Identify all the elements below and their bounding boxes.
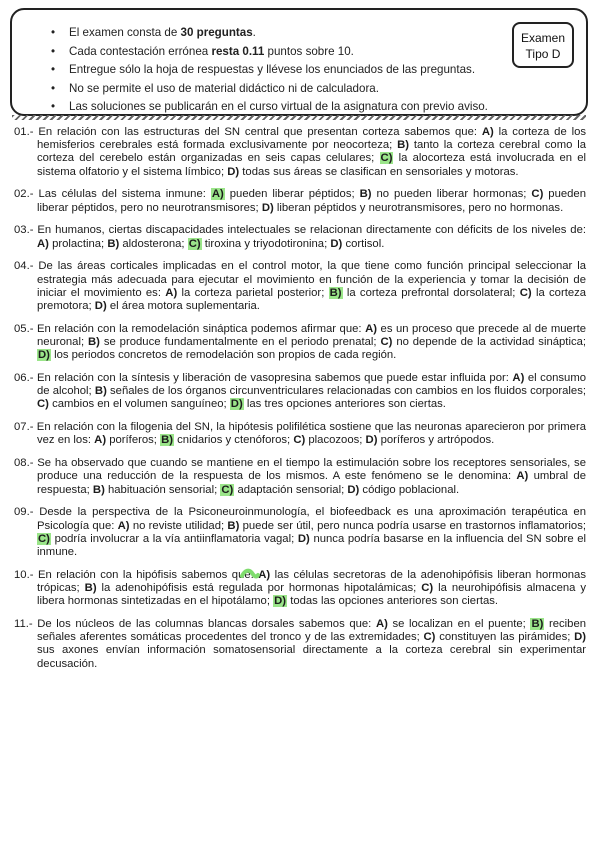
option-letter: D) xyxy=(574,631,587,644)
option-text: no pueden liberar hormonas; xyxy=(376,188,527,201)
option-letter: C) xyxy=(421,582,434,595)
option-letter: B) xyxy=(88,336,100,349)
option-text: señales de los órganos circunventriculares relacionadas con cambios en los fluidos corporales; xyxy=(110,385,586,398)
exam-type-line2: Tipo D xyxy=(525,47,561,61)
question-stem: Las células del sistema inmune: xyxy=(38,188,206,201)
option-text: la corteza parietal posterior; xyxy=(181,286,325,299)
option-letter: B) xyxy=(84,582,97,595)
question-stem: En relación con la filogenia del SN, la hipótesis polifilética sostiene que las neuronas aparecieron por primera vez en los: xyxy=(36,421,586,447)
option-letter: C) xyxy=(380,336,393,349)
question-number: 10.- xyxy=(14,568,34,581)
option-text: los periodos concretos de remodelación son propios de cada región. xyxy=(54,349,397,362)
option-text: pueden liberar péptidos, pero no neurotransmisores; xyxy=(37,188,586,214)
option-letter: B) xyxy=(92,483,105,496)
option-letter: B) xyxy=(94,385,107,398)
option-letter: A) xyxy=(117,519,130,532)
question-stem: En humanos, ciertas discapacidades intelectuales se relacionan directamente con déficits de los niveles de: xyxy=(37,224,587,237)
question-stem: Se ha observado que cuando se mantiene en el tiempo la estimulación sobre los receptores sensoriales, se produce una reducción de la respuesta de los mismos. A este fenómeno se le denomina: xyxy=(37,457,586,483)
question-item xyxy=(14,421,586,447)
question-list xyxy=(14,126,586,680)
question-number: 05.- xyxy=(14,322,34,335)
exam-type-line1: Examen xyxy=(520,31,566,45)
marked-answer-letter: D) xyxy=(38,349,50,362)
marked-answer-letter: B) xyxy=(161,434,174,447)
option-letter: B) xyxy=(359,188,372,201)
option-letter: B) xyxy=(397,139,410,152)
question-number: 09.- xyxy=(14,506,34,519)
marked-answer-letter: D) xyxy=(230,398,243,411)
option-text: todas sus áreas se clasifican en sensoriales y motoras. xyxy=(242,165,519,178)
option-text: el consumo de alcohol; xyxy=(37,372,587,398)
question-item xyxy=(14,372,586,412)
pen-mark-icon xyxy=(240,566,260,582)
option-letter: A) xyxy=(481,126,494,138)
marked-answer-letter: A) xyxy=(211,188,224,201)
option-text: se localizan en el puente; xyxy=(392,618,526,631)
option-text: adaptación sensorial; xyxy=(237,483,345,496)
question-stem: En relación con la hipófisis sabemos que: xyxy=(37,568,254,581)
option-text: es un proceso que precede al de muerte neuronal; xyxy=(37,322,587,349)
option-text: umbral de respuesta; xyxy=(37,470,586,496)
question-item xyxy=(14,126,586,179)
option-text: código poblacional. xyxy=(362,483,460,496)
exam-instructions-box xyxy=(10,8,588,116)
option-text: la corteza de los hemisferios cerebrales está formada exclusivamente por neocorteza; xyxy=(37,126,587,152)
option-letter: D) xyxy=(227,165,240,178)
option-letter: A) xyxy=(258,568,271,581)
option-text: no reviste utilidad; xyxy=(132,519,225,532)
option-letter: B) xyxy=(227,519,240,532)
question-item xyxy=(14,260,586,313)
option-text: las tres opciones anteriores son ciertas. xyxy=(246,398,446,411)
instruction-item: • Las soluciones se publicarán en el curso virtual de la asignatura con previo aviso. xyxy=(69,98,488,117)
instruction-list xyxy=(69,24,488,117)
question-item xyxy=(14,224,586,250)
option-letter: C) xyxy=(293,434,306,447)
marked-answer-letter: D) xyxy=(274,595,287,608)
question-item xyxy=(14,569,586,609)
marked-answer-letter: C) xyxy=(38,532,50,545)
option-text: el área motora suplementaria. xyxy=(109,300,260,313)
option-letter: C) xyxy=(37,398,49,411)
instruction-item: • Entregue sólo la hoja de respuestas y llévese los enunciados de las preguntas. xyxy=(69,61,488,80)
option-letter: B) xyxy=(107,237,120,250)
option-letter: D) xyxy=(261,201,274,214)
option-text: la adenohipófisis está regulada por hormonas hipotalámicas; xyxy=(101,582,417,595)
question-number: 02.- xyxy=(14,188,34,201)
question-number: 08.- xyxy=(14,457,34,470)
marked-answer-letter: C) xyxy=(221,483,234,496)
instruction-item: • Cada contestación errónea resta 0.11 puntos sobre 10. xyxy=(69,43,488,62)
question-number: 06.- xyxy=(14,372,34,385)
marked-answer-letter: B) xyxy=(531,618,544,631)
option-text: todas las opciones anteriores son ciertas. xyxy=(290,595,499,608)
marked-answer-letter: C) xyxy=(188,237,201,250)
option-letter: D) xyxy=(297,532,310,545)
option-text: se produce fundamentalmente en el periodo prenatal; xyxy=(103,336,377,349)
option-text: poríferos; xyxy=(109,434,157,447)
option-text: sus axones envían información somatosensorial directamente a la corteza cerebral sin experimentar decusación. xyxy=(37,644,586,670)
option-text: habituación sensorial; xyxy=(107,483,218,496)
option-text: podría involucrar a la vía antiinflamatoria vagal; xyxy=(54,532,295,545)
option-letter: C) xyxy=(519,286,532,299)
option-text: puede ser útil, pero nunca podría usarse en trastornos inflamatorios; xyxy=(242,519,586,532)
option-text: las células secretoras de la adenohipófisis liberan hormonas trópicas; xyxy=(37,568,586,595)
option-text: tiroxina y triyodotironina; xyxy=(204,237,328,250)
question-item xyxy=(14,506,586,559)
instruction-item: • El examen consta de 30 preguntas. xyxy=(69,24,488,43)
option-text: liberan péptidos y neurotransmisores, pero no hormonas. xyxy=(276,201,564,214)
option-text: constituyen las pirámides; xyxy=(439,631,571,644)
option-text: la alocorteza está involucrada en el sistema olfatorio y el sistema límbico; xyxy=(37,152,587,178)
option-letter: A) xyxy=(165,286,178,299)
question-number: 04.- xyxy=(14,260,34,273)
question-item xyxy=(14,457,586,497)
option-text: placozoos; xyxy=(308,434,363,447)
option-letter: D) xyxy=(94,300,107,313)
option-text: no depende de la actividad sináptica; xyxy=(396,336,587,349)
question-number: 11.- xyxy=(14,618,33,631)
question-stem: En relación con las estructuras del SN central que presentan corteza sabemos que: xyxy=(38,126,478,138)
marked-answer-letter: B) xyxy=(329,286,342,299)
question-item xyxy=(14,188,586,214)
option-letter: C) xyxy=(531,188,544,201)
marked-answer-letter: C) xyxy=(380,152,393,165)
question-number: 03.- xyxy=(14,224,34,237)
question-item xyxy=(14,618,586,671)
option-letter: D) xyxy=(330,237,343,250)
option-letter: A) xyxy=(516,470,529,483)
option-text: prolactina; xyxy=(52,237,105,250)
option-text: pueden liberar péptidos; xyxy=(229,188,355,201)
option-text: tanto la corteza cerebral como la corteza del cerebelo están organizadas en seis capas celulares; xyxy=(37,139,586,165)
option-letter: A) xyxy=(365,322,377,335)
option-letter: D) xyxy=(347,483,360,496)
option-text: cnidarios y ctenóforos; xyxy=(177,434,291,447)
question-stem: Desde la perspectiva de la Psiconeuroinmunología, el biofeedback es una aproximación terapéutica en Psicología que: xyxy=(37,506,587,532)
option-text: nunca podría basarse en la influencia del SN sobre el inmune. xyxy=(37,532,587,559)
option-text: la neurohipófisis almacena y libera hormonas sintetizadas en el hipotálamo; xyxy=(37,582,587,608)
question-number: 01.- xyxy=(14,126,34,138)
option-letter: D) xyxy=(365,434,378,447)
option-text: reciben señales aferentes somáticas procedentes del tronco y de las extremidades; xyxy=(37,618,587,644)
question-stem: De las áreas corticales implicadas en el control motor, la que tiene como función principal seleccionar la estrategia más adecuada para ejecutar el movimiento en función de la experiencia y tomar la decisión de iniciar el movimiento es: xyxy=(37,260,587,299)
option-letter: A) xyxy=(94,434,107,447)
question-number: 07.- xyxy=(14,421,34,434)
option-letter: C) xyxy=(423,631,436,644)
option-text: cambios en el volumen sanguíneo; xyxy=(52,398,227,411)
option-text: la corteza premotora; xyxy=(37,286,587,313)
option-letter: A) xyxy=(375,618,388,631)
question-item xyxy=(14,323,586,363)
option-text: cortisol. xyxy=(345,237,385,250)
instruction-item: • No se permite el uso de material didáctico ni de calculadora. xyxy=(69,80,488,99)
option-letter: A) xyxy=(37,237,49,250)
question-stem: En relación con la remodelación sináptica podemos afirmar que: xyxy=(37,322,362,335)
question-stem: De los núcleos de las columnas blancas dorsales sabemos que: xyxy=(37,618,372,631)
option-text: poríferos y artrópodos. xyxy=(380,434,495,447)
exam-type-badge xyxy=(512,22,574,68)
option-text: aldosterona; xyxy=(122,237,185,250)
question-stem: En relación con la síntesis y liberación de vasopresina sabemos que puede estar influida por: xyxy=(37,372,509,385)
option-text: la corteza prefrontal dorsolateral; xyxy=(346,286,516,299)
option-letter: A) xyxy=(512,372,525,385)
